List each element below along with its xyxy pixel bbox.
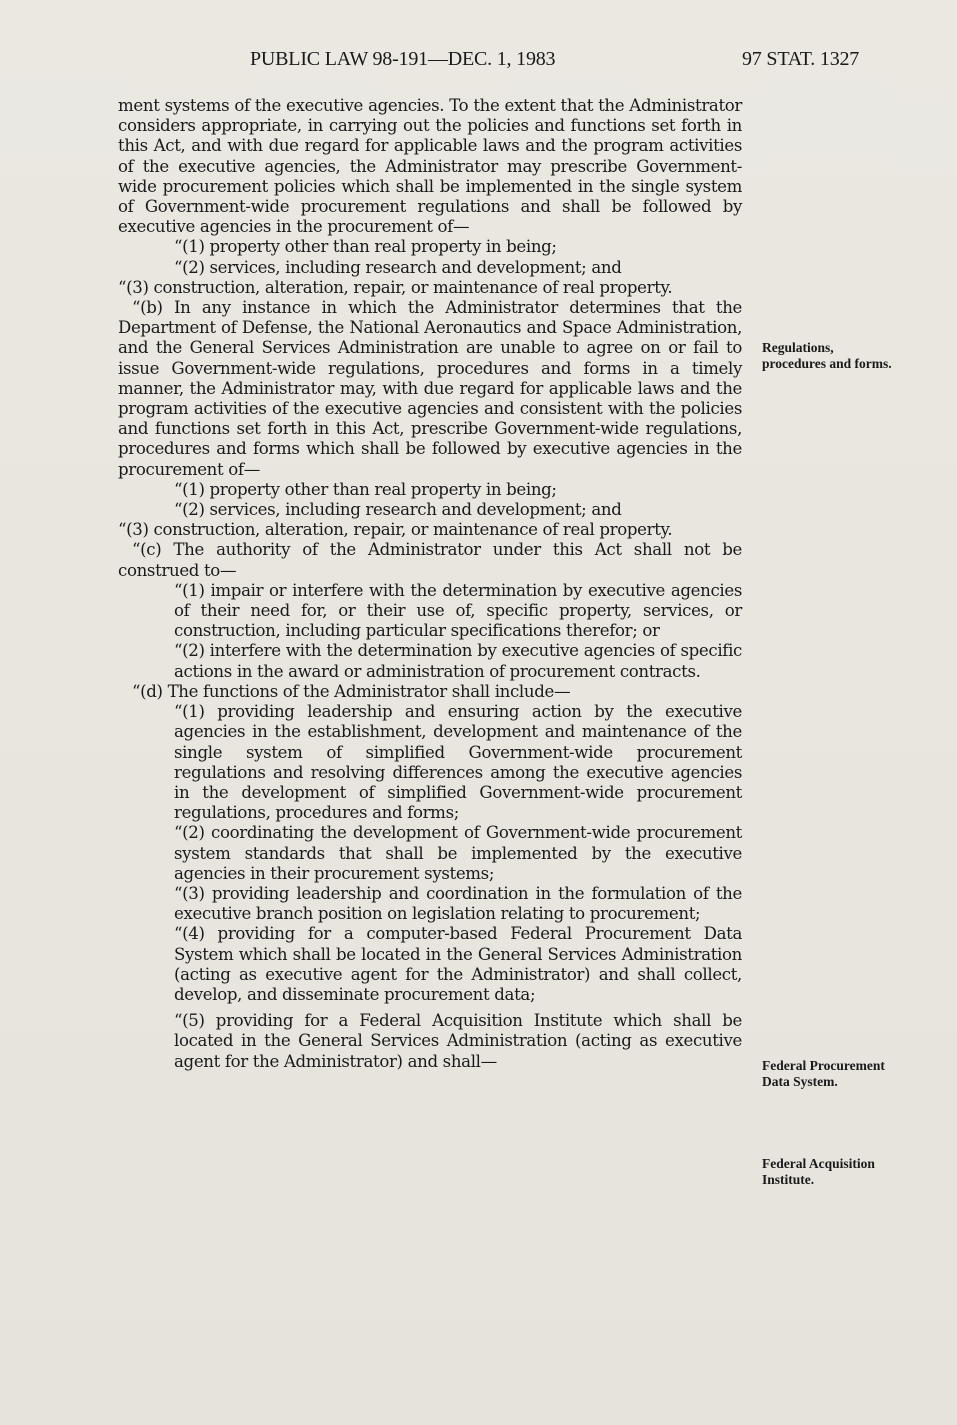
list-item: “(2) coordinating the development of Government-wide procurement system standards that shall be implemented by the executive agencies in their procurement systems; (174, 823, 742, 883)
list-item: “(1) property other than real property in being; (174, 479, 557, 499)
paragraph-continuation: ment systems of the executive agencies. To the extent that the Administrator considers appropriate, in carrying out the policies and functions set forth in this Act, and with due regard for applicable laws and the program activities of the executive agencies, the Administrator may prescribe Government-wide procurement policies which shall be implemented in the single system of Government-wide procurement regulations and shall be followed by executive agencies in the procurement of— (118, 96, 742, 237)
page-header (0, 48, 957, 78)
list-item: “(4) providing for a computer-based Federal Procurement Data System which shall be located in the General Services Administration (acting as executive agent for the Administrator) and shall collect, develop, and disseminate procurement data; (174, 924, 742, 1004)
margin-note-fai: Federal Acquisition Institute. (762, 1156, 875, 1187)
subsection-b: “(b) In any instance in which the Administrator determines that the Department of Defense, the National Aeronautics and Space Administration, and the General Services Administration are unable to agree on or fail to issue Government-wide regulations, procedures and forms in a timely manner, the Administrator may, with due regard for applicable laws and the program activities of the executive agencies and consistent with the policies and functions set forth in this Act, prescribe Government-wide regulations, procedures and forms which shall be followed by executive agencies in the procurement of— (118, 298, 742, 479)
list-item: “(1) impair or interfere with the determination by executive agencies of their need for, or their use of, specific property, services, or construction, including particular specifications therefor; or (174, 580, 742, 641)
list-item: “(2) services, including research and development; and (174, 257, 622, 277)
list-item: “(3) construction, alteration, repair, or maintenance of real property. (118, 520, 673, 540)
list-item: “(3) construction, alteration, repair, or maintenance of real property. (118, 277, 673, 297)
list-item: “(5) providing for a Federal Acquisition Institute which shall be located in the General Services Administration (acting as executive agent for the Administrator) and shall— (174, 1011, 742, 1071)
list-item: “(1) property other than real property in being; (174, 237, 557, 257)
list-item: “(3) providing leadership and coordination in the formulation of the executive branch position on legislation relating to procurement; (174, 883, 742, 924)
subsection-c: “(c) The authority of the Administrator under this Act shall not be construed to— (118, 540, 742, 580)
margin-note-regulations: Regulations, procedures and forms. (762, 340, 892, 371)
statute-reference: 97 STAT. 1327 (742, 48, 860, 70)
list-item: “(2) services, including research and development; and (174, 500, 622, 520)
list-item: “(1) providing leadership and ensuring action by the executive agencies in the establishment, development and maintenance of the single system of simplified Government-wide procurement regulations and resolving differences among the executive agencies in the development of simplified Government-wide procurement regulations, procedures and forms; (174, 702, 742, 823)
margin-note-fpds: Federal Procurement Data System. (762, 1058, 885, 1089)
running-head: PUBLIC LAW 98-191—DEC. 1, 1983 (250, 48, 556, 70)
list-item: “(2) interfere with the determination by executive agencies of specific actions in the award or administration of procurement contracts. (174, 641, 742, 681)
body-text (118, 96, 742, 1072)
subsection-d: “(d) The functions of the Administrator shall include— (132, 681, 571, 701)
